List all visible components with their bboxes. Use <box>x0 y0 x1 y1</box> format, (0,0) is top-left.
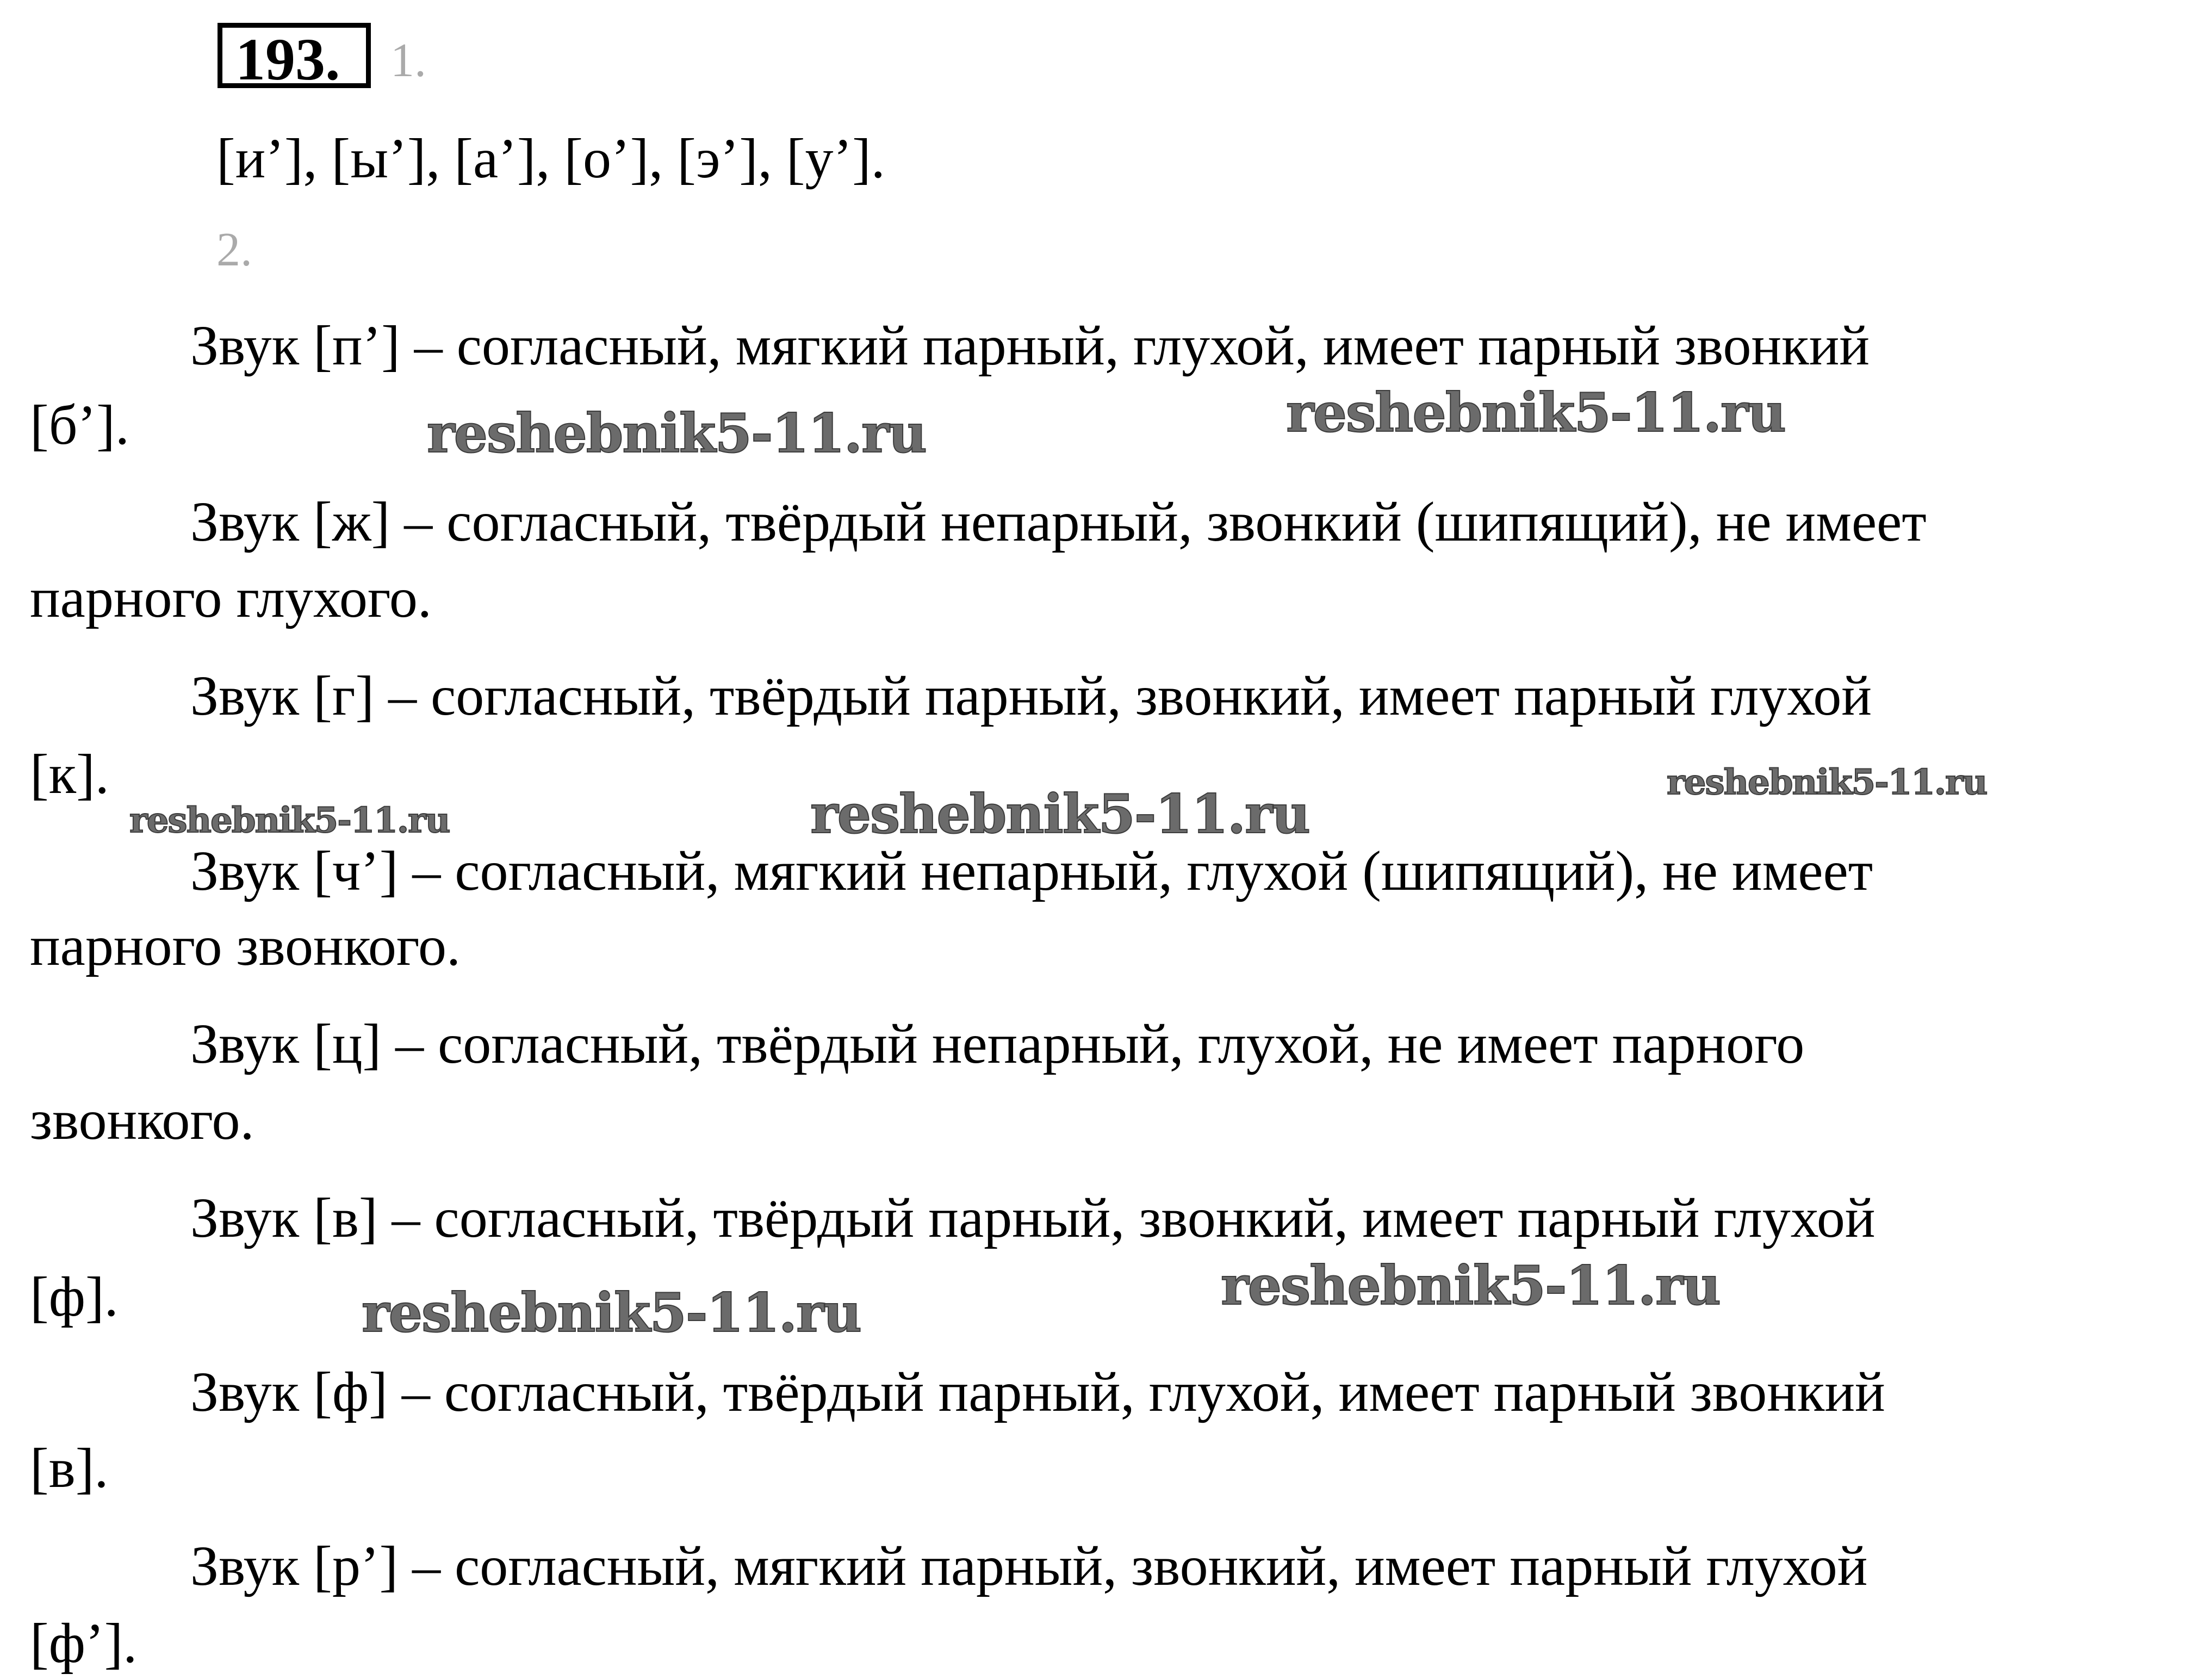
paragraph-8-line-2: [ф’]. <box>30 1612 138 1675</box>
part-2-label: 2. <box>216 224 252 276</box>
paragraph-6-line-1: Звук [в] – согласный, твёрдый парный, звонкий, имеет парный глухой <box>190 1187 1876 1249</box>
watermark: reshebnik5-11.ru <box>427 402 926 465</box>
watermark: reshebnik5-11.ru <box>810 783 1309 846</box>
paragraph-2-line-1: Звук [ж] – согласный, твёрдый непарный, звонкий (шипящий), не имеет <box>190 491 1927 553</box>
task-number-box <box>218 23 371 92</box>
paragraph-4-line-2: парного звонкого. <box>30 915 461 977</box>
paragraph-3-line-1: Звук [г] – согласный, твёрдый парный, звонкий, имеет парный глухой <box>190 665 1872 727</box>
paragraph-5-line-1: Звук [ц] – согласный, твёрдый непарный, глухой, не имеет парного <box>190 1013 1805 1075</box>
paragraph-7-line-2: [в]. <box>30 1437 109 1499</box>
task-number: 193. <box>235 26 340 92</box>
watermark: reshebnik5-11.ru <box>129 800 450 841</box>
paragraph-1-line-1: Звук [п’] – согласный, мягкий парный, глухой, имеет парный звонкий <box>190 314 1870 377</box>
watermark: reshebnik5-11.ru <box>362 1282 861 1344</box>
vowels-list: [и’], [ы’], [а’], [о’], [э’], [у’]. <box>216 127 885 190</box>
paragraph-4-line-1: Звук [ч’] – согласный, мягкий непарный, глухой (шипящий), не имеет <box>190 840 1873 902</box>
watermark: reshebnik5-11.ru <box>1286 382 1785 444</box>
paragraph-2-line-2: парного глухого. <box>30 567 432 629</box>
part-1-label: 1. <box>390 34 426 87</box>
paragraph-6-line-2: [ф]. <box>30 1266 119 1328</box>
watermark: reshebnik5-11.ru <box>1667 762 1987 803</box>
paragraph-8-line-1: Звук [р’] – согласный, мягкий парный, звонкий, имеет парный глухой <box>190 1535 1868 1597</box>
paragraph-1-line-2: [б’]. <box>30 394 129 456</box>
paragraph-3-line-2: [к]. <box>30 743 109 805</box>
paragraph-5-line-2: звонкого. <box>30 1089 254 1151</box>
watermark: reshebnik5-11.ru <box>1221 1255 1720 1317</box>
paragraph-7-line-1: Звук [ф] – согласный, твёрдый парный, глухой, имеет парный звонкий <box>190 1361 1885 1423</box>
